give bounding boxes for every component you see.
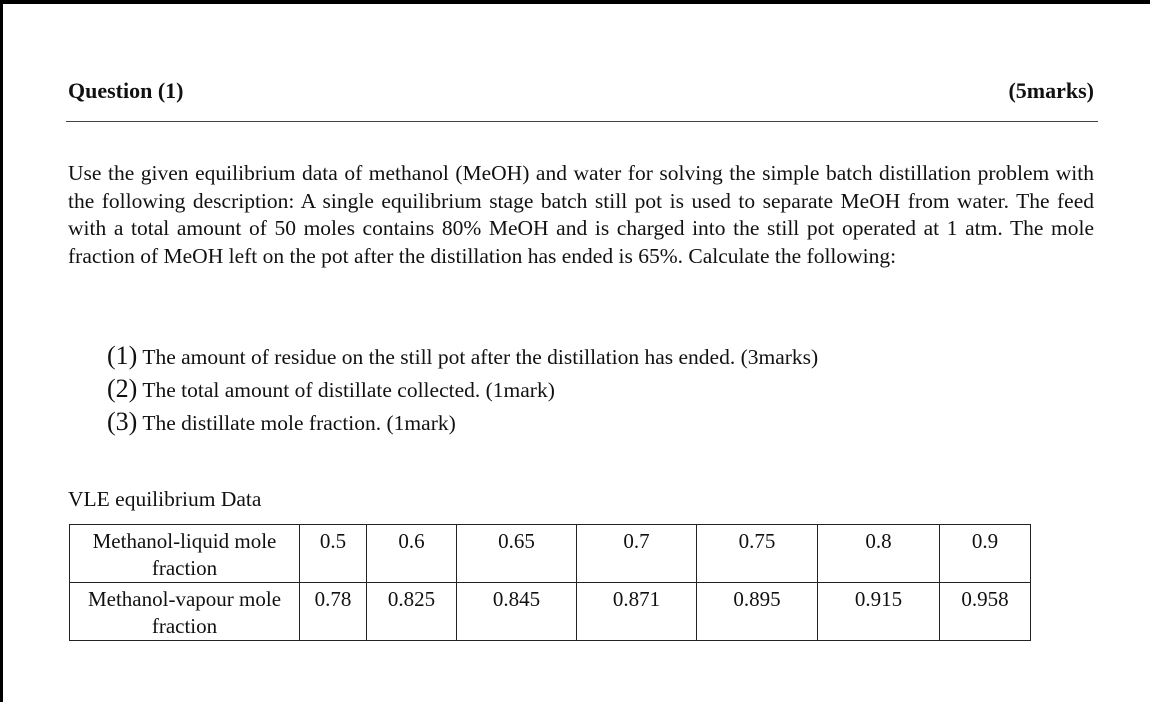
task-item-1: [107, 340, 818, 373]
row-label: Methanol-liquid mole fraction: [70, 525, 300, 583]
task-number: (3): [107, 407, 138, 436]
table-cell: 0.871: [577, 583, 697, 641]
table-cell: 0.5: [300, 525, 367, 583]
table-cell: 0.75: [697, 525, 818, 583]
table-row-vapour: [70, 583, 1031, 641]
table-cell: 0.78: [300, 583, 367, 641]
question-title: Question (1): [68, 78, 184, 103]
task-number: (2): [107, 374, 138, 403]
table-cell: 0.825: [367, 583, 457, 641]
task-number: (1): [107, 341, 138, 370]
page-left-border: [0, 0, 3, 702]
table-cell: 0.8: [818, 525, 940, 583]
table-cell: 0.958: [940, 583, 1031, 641]
vle-table-title: VLE equilibrium Data: [68, 487, 262, 511]
problem-statement: Use the given equilibrium data of methanol (MeOH) and water for solving the simple batch distillation problem with the following description: A single equilibrium stage batch still pot is used to separate MeOH from water. The feed with a total amount of 50 moles contains 80% MeOH and is charged into the still pot operated at 1 atm. The mole fraction of MeOH left on the pot after the distillation has ended is 65%. Calculate the following:: [68, 161, 1094, 268]
task-list: [107, 340, 818, 439]
table-cell: 0.845: [457, 583, 577, 641]
row-label: Methanol-vapour mole fraction: [70, 583, 300, 641]
table-cell: 0.9: [940, 525, 1031, 583]
question-header: [68, 78, 1094, 106]
table-cell: 0.915: [818, 583, 940, 641]
table-cell: 0.7: [577, 525, 697, 583]
table-row-liquid: [70, 525, 1031, 583]
task-text: The amount of residue on the still pot after the distillation has ended. (3marks): [142, 345, 819, 369]
vle-table: [69, 524, 1031, 641]
task-text: The total amount of distillate collected. (1mark): [142, 378, 555, 402]
task-item-2: [107, 373, 818, 406]
table-cell: 0.65: [457, 525, 577, 583]
header-divider: [66, 121, 1098, 122]
task-item-3: [107, 406, 818, 439]
page-top-border: [0, 0, 1150, 4]
table-cell: 0.895: [697, 583, 818, 641]
table-cell: 0.6: [367, 525, 457, 583]
task-text: The distillate mole fraction. (1mark): [142, 411, 456, 435]
question-marks: (5marks): [1008, 78, 1094, 103]
